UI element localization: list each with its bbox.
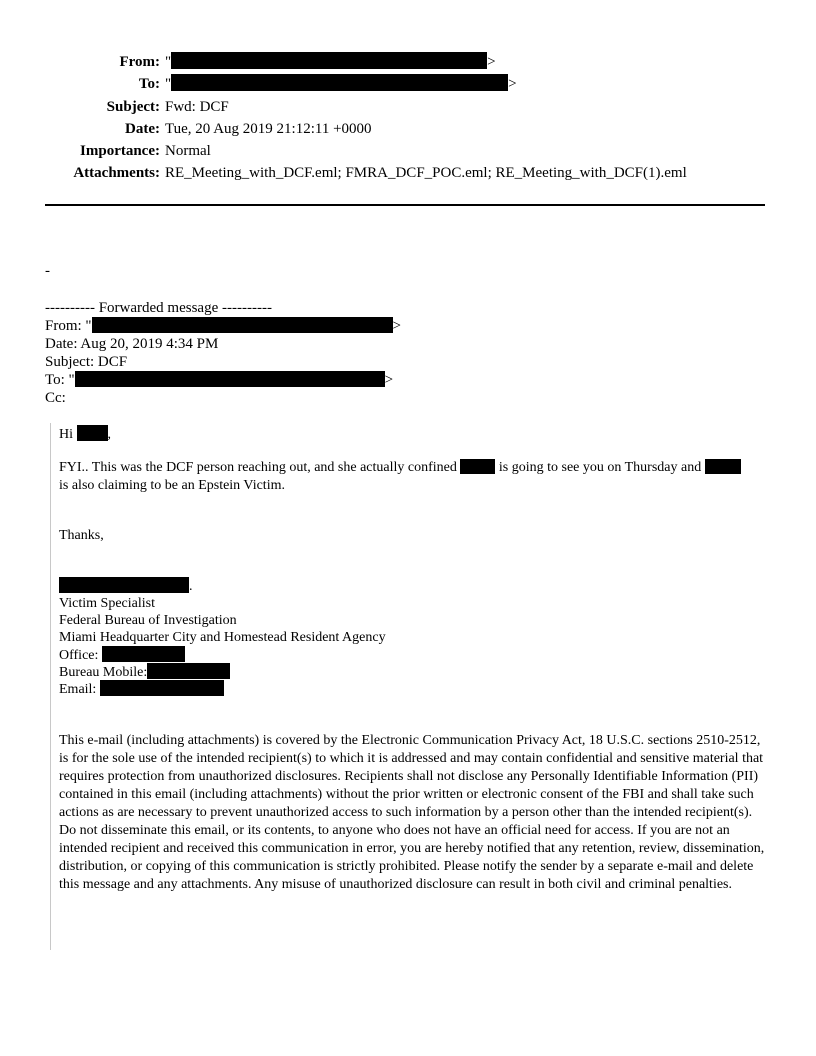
greeting-suffix: , — [107, 427, 111, 442]
signature-title: Victim Specialist — [59, 596, 155, 611]
quote-bar — [50, 423, 51, 950]
from-label: From: — [119, 54, 160, 70]
attachments-label: Attachments: — [73, 165, 160, 181]
header-from-row — [0, 51, 816, 73]
importance-label: Importance: — [80, 143, 160, 159]
signature-office — [59, 646, 185, 664]
mobile-label: Bureau Mobile: — [59, 665, 148, 680]
forwarded-subject: Subject: DCF — [45, 354, 128, 370]
to-open-quote: " — [165, 76, 172, 92]
signature-email — [59, 680, 224, 698]
redaction-box — [100, 680, 224, 696]
signature-office-location: Miami Headquarter City and Homestead Resident Agency — [59, 630, 386, 645]
signature-name-suffix: . — [189, 579, 193, 594]
importance-value: Normal — [165, 143, 211, 159]
forwarded-from — [45, 317, 401, 335]
redaction-box — [147, 663, 230, 679]
redaction-box — [171, 52, 487, 69]
header-importance-row — [0, 140, 816, 162]
date-label: Date: — [125, 121, 160, 137]
subject-value: Fwd: DCF — [165, 99, 229, 115]
from-close-bracket: > — [487, 54, 496, 70]
dash-line: - — [45, 263, 50, 279]
forwarded-cc: Cc: — [45, 390, 66, 406]
signature-name — [59, 577, 193, 595]
from-open-quote: " — [165, 54, 172, 70]
forwarded-separator: ---------- Forwarded message ---------- — [45, 300, 272, 316]
header-to-row — [0, 73, 816, 95]
closing: Thanks, — [59, 528, 104, 543]
redaction-box — [59, 577, 189, 593]
greeting — [59, 425, 111, 443]
greeting-prefix: Hi — [59, 427, 73, 442]
redaction-box — [705, 459, 741, 474]
forwarded-to-prefix: To: " — [45, 372, 75, 388]
signature-org: Federal Bureau of Investigation — [59, 613, 237, 628]
forwarded-to — [45, 371, 393, 389]
body-line-1 — [59, 459, 741, 476]
forwarded-to-close: > — [384, 372, 394, 388]
to-value — [165, 73, 517, 95]
redaction-box — [102, 646, 185, 662]
attachments-value: RE_Meeting_with_DCF.eml; FMRA_DCF_POC.eml; RE_Meeting_with_DCF(1).eml — [165, 165, 687, 181]
body-part-1: FYI.. This was the DCF person reaching out, and she actually confined — [59, 460, 457, 475]
header-divider — [45, 204, 765, 206]
from-value — [165, 51, 496, 73]
header-subject-row — [0, 96, 816, 118]
date-value: Tue, 20 Aug 2019 21:12:11 +0000 — [165, 121, 372, 137]
forwarded-from-prefix: From: " — [45, 318, 92, 334]
forwarded-from-close: > — [392, 318, 402, 334]
body-line-2: is also claiming to be an Epstein Victim. — [59, 478, 285, 493]
signature-mobile — [59, 663, 230, 681]
redaction-box — [171, 74, 508, 91]
header-date-row — [0, 118, 816, 140]
legal-disclaimer: This e-mail (including attachments) is covered by the Electronic Communication Privacy Act, 18 U.S.C. sections 2510-2512, is for the sole use of the intended recipient(s) to which it is addressed and may contain confidential and sensitive material that requires protection from unauthorized disclosures. Recipients shall not disclose any Personally Identifiable Information (PII) contained in this email (including attachments) without the prior written or electronic consent of the FBI and shall take such actions as are necessary to prevent unauthorized access to such information by a person other than the intended recipient(s). Do not disseminate this email, or its contents, to anyone who does not have an official need for access. If you are not an intended recipient and received this communication in error, you are hereby notified that any retention, review, dissemination, distribution, or copying of this communication is strictly prohibited. Please notify the sender by a separate e-mail and delete this message and any attachments. Any misuse of unauthorized disclosure can result in both civil and criminal penalties. — [59, 733, 765, 892]
redaction-box — [77, 425, 108, 441]
subject-label: Subject: — [106, 99, 160, 115]
office-label: Office: — [59, 648, 99, 663]
to-close-bracket: > — [508, 76, 517, 92]
body-part-2: is going to see you on Thursday and — [498, 460, 702, 475]
to-label: To: — [138, 76, 160, 92]
email-label: Email: — [59, 682, 97, 697]
redaction-box — [460, 459, 495, 474]
redaction-box — [75, 371, 385, 387]
redaction-box — [92, 317, 393, 333]
forwarded-date: Date: Aug 20, 2019 4:34 PM — [45, 336, 219, 352]
header-attachments-row — [0, 162, 816, 184]
